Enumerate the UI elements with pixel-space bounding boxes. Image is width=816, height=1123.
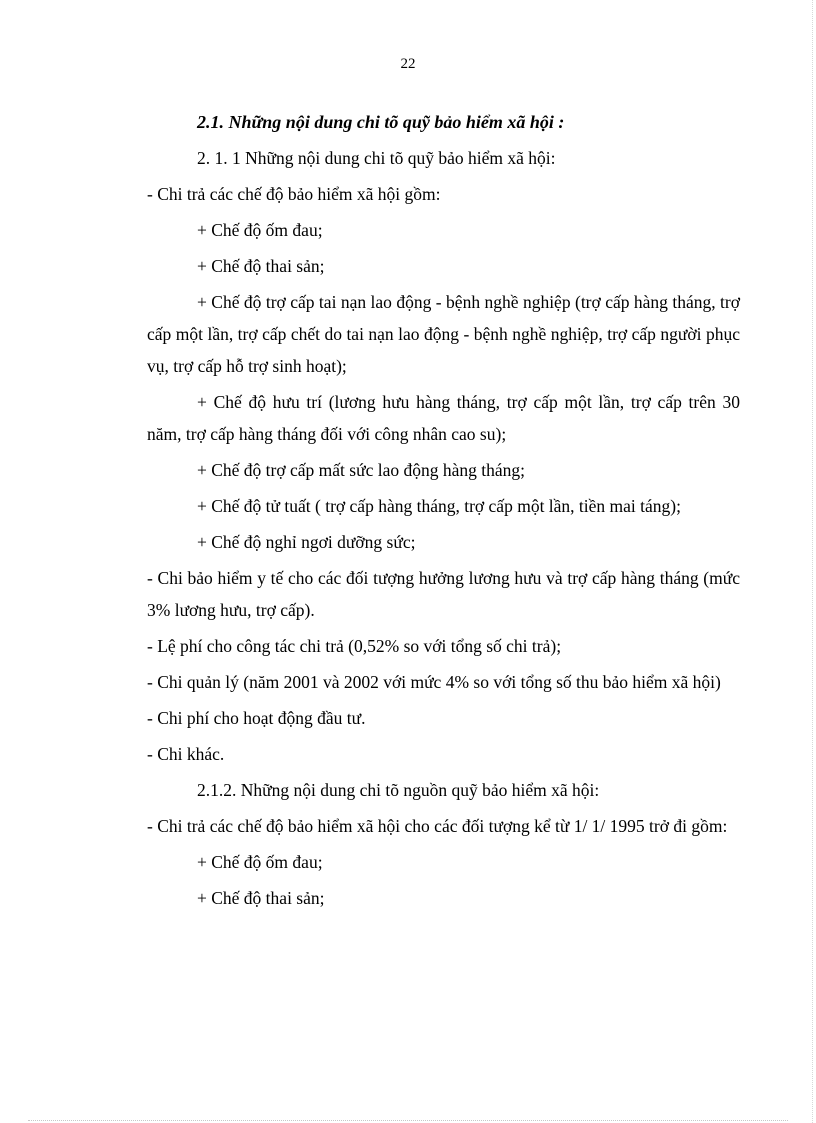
- list-item: + Chế độ tử tuất ( trợ cấp hàng tháng, trợ cấp một lần, tiền mai táng);: [197, 496, 681, 516]
- paragraph: - Lệ phí cho công tác chi trả (0,52% so với tổng số chi trả);: [147, 636, 562, 656]
- list-item: + Chế độ trợ cấp mất sức lao động hàng tháng;: [197, 460, 525, 480]
- page-bottom-border: [28, 1120, 788, 1121]
- paragraph: - Chi quản lý (năm 2001 và 2002 với mức 4% so với tổng số thu bảo hiểm xã hội): [147, 672, 721, 692]
- subsection-heading-1: 2. 1. 1 Những nội dung chi tõ quỹ bảo hiểm xã hội:: [197, 148, 556, 168]
- list-item: + Chế độ trợ cấp tai nạn lao động - bệnh nghề nghiệp (trợ cấp hàng tháng, trợ cấp một lần, trợ cấp chết do tai nạn lao động - bệnh nghề nghiệp, trợ cấp người phục vụ, trợ cấp hỗ trợ sinh hoạt);: [147, 292, 740, 376]
- list-item: + Chế độ nghỉ ngơi dưỡng sức;: [197, 532, 416, 552]
- page-number: 22: [400, 56, 416, 72]
- list-item: + Chế độ ốm đau;: [197, 852, 323, 872]
- intro-paragraph-2: - Chi trả các chế độ bảo hiểm xã hội cho các đối tượng kể từ 1/ 1/ 1995 trở đi gồm:: [147, 816, 728, 836]
- page-right-border: [812, 0, 813, 1123]
- paragraph: - Chi phí cho hoạt động đầu tư.: [147, 708, 366, 728]
- list-item: + Chế độ thai sản;: [197, 888, 325, 908]
- list-item: + Chế độ hưu trí (lương hưu hàng tháng, trợ cấp một lần, trợ cấp trên 30 năm, trợ cấp hàng tháng đối với công nhân cao su);: [147, 392, 740, 444]
- document-body: [147, 106, 740, 918]
- subsection-heading-2: 2.1.2. Những nội dung chi tõ nguồn quỹ bảo hiểm xã hội:: [197, 780, 600, 800]
- paragraph: - Chi khác.: [147, 744, 225, 764]
- intro-paragraph-1: - Chi trả các chế độ bảo hiểm xã hội gồm:: [147, 184, 441, 204]
- list-item: + Chế độ thai sản;: [197, 256, 325, 276]
- section-heading: 2.1. Những nội dung chi tõ quỹ bảo hiểm xã hội :: [197, 112, 565, 132]
- list-item: + Chế độ ốm đau;: [197, 220, 323, 240]
- paragraph: - Chi bảo hiểm y tế cho các đối tượng hưởng lương hưu và trợ cấp hàng tháng (mức 3% lương hưu, trợ cấp).: [147, 568, 740, 620]
